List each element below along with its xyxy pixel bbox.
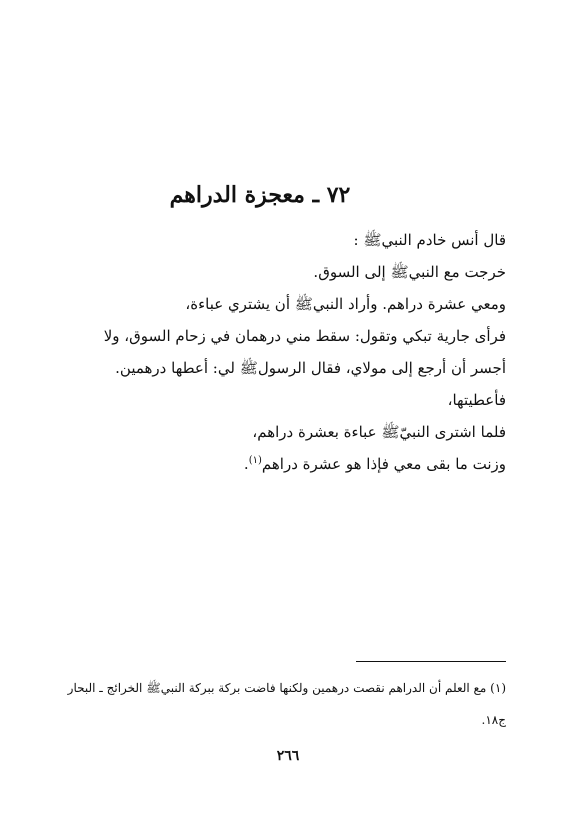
body-text-bottom [66, 320, 506, 480]
page-number: ٢٦٦ [276, 748, 300, 764]
paragraph-line-2: خرجت مع النبيﷺ إلى السوق. [313, 263, 506, 281]
paragraph-line-7 [66, 448, 506, 480]
footnote-divider [356, 661, 506, 662]
footnote-line-1: (١) مع العلم أن الدراهم نقصت درهمين ولكنها فاضت بركة ببركة النبيﷺ الخرائج ـ البحار [67, 681, 506, 695]
paragraph-line-7-end: . [243, 455, 249, 473]
chapter-title: ٧٢ ـ معجزة الدراهم [169, 182, 351, 208]
paragraph-line-4a: فرأى جارية تبكي وتقول: سقط مني درهمان في زحام السوق، ولا [103, 327, 506, 345]
paragraph-line-1: قال أنس خادم النبيﷺ : [353, 231, 506, 249]
paragraph-line-7-text: وزنت ما بقى معي فإذا هو عشرة دراهم [261, 455, 506, 473]
paragraph-line-3: ومعي عشرة دراهم. وأراد النبيﷺ أن يشتري عباءة، [185, 295, 506, 313]
paragraph-line-5: فأعطيتها، [447, 391, 506, 409]
footnote-reference: (١) [248, 455, 262, 466]
paragraph-line-6: فلما اشترى النبيّﷺ عباءة بعشرة دراهم، [252, 423, 506, 441]
footnote [66, 672, 506, 736]
body-text-top [66, 224, 506, 320]
paragraph-line-4b: أجسر أن أرجع إلى مولاي، فقال الرسولﷺ لي: أعطها درهمين. [115, 359, 506, 377]
footnote-line-2: ج١٨. [481, 713, 506, 727]
